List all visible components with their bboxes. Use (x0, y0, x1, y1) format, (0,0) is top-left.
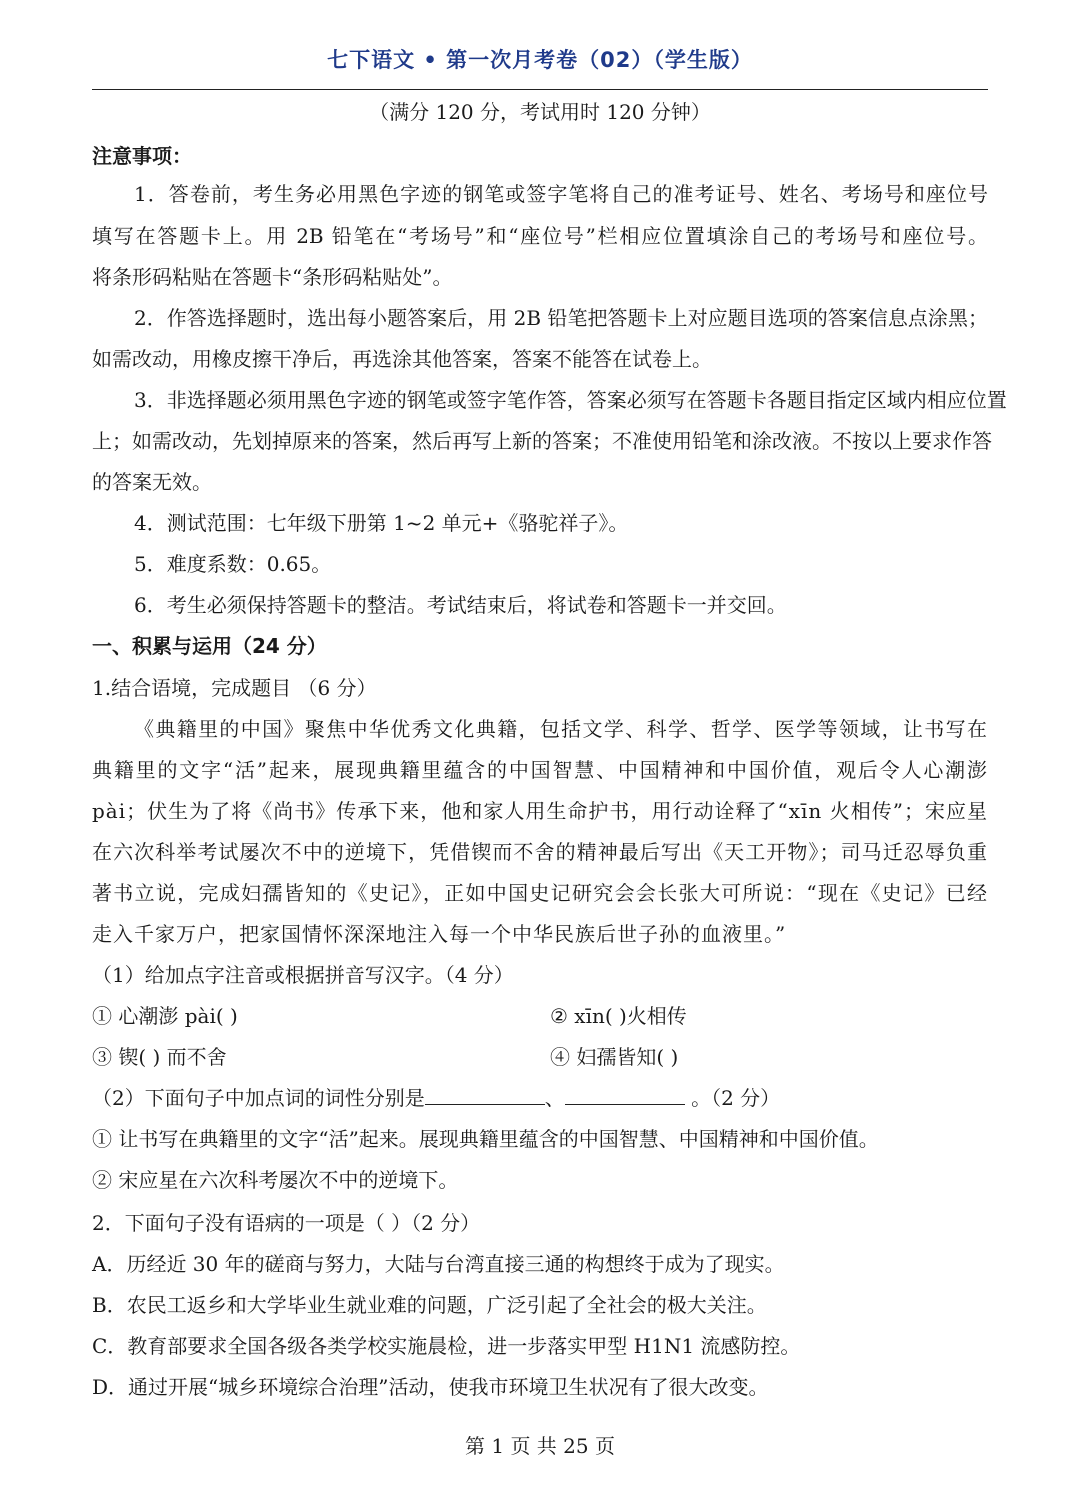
section-heading: 一、积累与运用（24 分） (92, 634, 327, 658)
exam-subtitle: （满分 120 分，考试用时 120 分钟） (369, 100, 711, 124)
passage-line: 走入千家万户，把家国情怀深深地注入每一个中华民族后世子孙的血液里。” (92, 922, 787, 946)
page-number: 第 1 页 共 25 页 (465, 1434, 615, 1458)
q1-1-item: ③ 锲( ) 而不舍 (92, 1045, 227, 1069)
notice-line: 4．测试范围：七年级下册第 1~2 单元+《骆驼祥子》。 (134, 511, 629, 535)
q1-2-separator: 、 (544, 1086, 565, 1110)
passage-line: 典籍里的文字“活”起来，展现典籍里蕴含的中国智慧、中国精神和中国价值，观后令人心潮澎 (92, 758, 988, 782)
q1-1-item: ④ 妇孺皆知( ) (550, 1045, 679, 1069)
q1-2-prefix: （2）下面句子中加点词的词性分别是 (92, 1086, 425, 1110)
page-title: 七下语文 • 第一次月考卷（02）（学生版） (327, 48, 753, 72)
question-1-2 (92, 1084, 988, 1112)
notice-line: 的答案无效。 (92, 470, 212, 494)
q1-2-suffix: 。（2 分） (684, 1086, 781, 1110)
q1-2-sentence: ② 宋应星在六次科考屡次不中的逆境下。 (92, 1168, 459, 1192)
passage-line: pài；伏生为了将《尚书》传承下来，他和家人用生命护书，用行动诠释了“xīn 火相传”；宋应星 (92, 799, 988, 823)
notice-line: 5．难度系数：0.65。 (134, 552, 332, 576)
question-1-1: （1）给加点字注音或根据拼音写汉字。（4 分） (92, 963, 514, 987)
notice-line: 填写在答题卡上。用 2B 铅笔在“考场号”和“座位号”栏相应位置填涂自己的考场号和座位号。 (92, 224, 988, 248)
option-c: C．教育部要求全国各级各类学校实施晨检，进一步落实甲型 H1N1 流感防控。 (92, 1334, 801, 1358)
notice-line: 3．非选择题必须用黑色字迹的钢笔或签字笔作答，答案必须写在答题卡各题目指定区域内相应位置 (134, 388, 1007, 412)
option-b: B．农民工返乡和大学毕业生就业难的问题，广泛引起了全社会的极大关注。 (92, 1293, 767, 1317)
header-divider (92, 89, 988, 90)
passage-line: 《典籍里的中国》聚焦中华优秀文化典籍，包括文学、科学、哲学、医学等领域，让书写在 (134, 717, 988, 741)
q1-2-sentence: ① 让书写在典籍里的文字“活”起来。展现典籍里蕴含的中国智慧、中国精神和中国价值。 (92, 1127, 879, 1151)
notice-line: 1．答卷前，考生务必用黑色字迹的钢笔或签字笔将自己的准考证号、姓名、考场号和座位号 (134, 182, 988, 206)
option-d: D．通过开展“城乡环境综合治理”活动，使我市环境卫生状况有了很大改变。 (92, 1375, 769, 1399)
question-2-title: 2．下面句子没有语病的一项是（ ）（2 分） (92, 1211, 481, 1235)
passage-line: 著书立说，完成妇孺皆知的《史记》，正如中国史记研究会会长张大可所说：“现在《史记》已经 (92, 881, 988, 905)
notice-line: 2．作答选择题时，选出每小题答案后，用 2B 铅笔把答题卡上对应题目选项的答案信息点涂黑； (134, 306, 988, 330)
q1-1-item: ① 心潮澎 pài( ) (92, 1004, 238, 1028)
q1-1-row (92, 1043, 988, 1071)
notice-heading: 注意事项： (92, 144, 192, 168)
question-1-title: 1.结合语境，完成题目 （6 分） (92, 676, 377, 700)
notice-line: 将条形码粘贴在答题卡“条形码粘贴处”。 (92, 265, 453, 289)
passage-line: 在六次科举考试屡次不中的逆境下，凭借锲而不舍的精神最后写出《天工开物》；司马迁忍辱负重 (92, 840, 988, 864)
q1-1-row (92, 1002, 988, 1030)
answer-blank[interactable] (425, 1084, 545, 1105)
option-a: A．历经近 30 年的磋商与努力，大陆与台湾直接三通的构想终于成为了现实。 (92, 1252, 785, 1276)
notice-line: 如需改动，用橡皮擦干净后，再选涂其他答案，答案不能答在试卷上。 (92, 347, 712, 371)
notice-line: 6．考生必须保持答题卡的整洁。考试结束后，将试卷和答题卡一并交回。 (134, 593, 787, 617)
q1-1-item: ② xīn( )火相传 (550, 1004, 687, 1028)
notice-line: 上；如需改动，先划掉原来的答案，然后再写上新的答案；不准使用铅笔和涂改液。不按以上要求作答 (92, 429, 992, 453)
answer-blank[interactable] (565, 1084, 685, 1105)
